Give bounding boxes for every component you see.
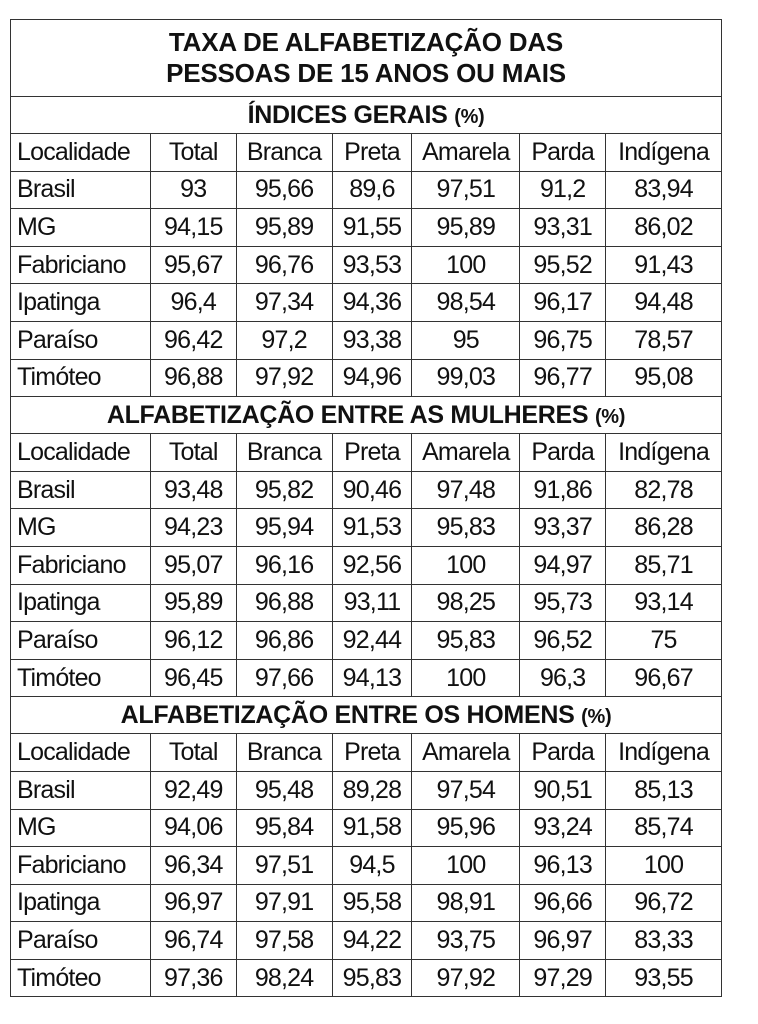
table-title-line-2: PESSOAS DE 15 ANOS OU MAIS — [166, 58, 566, 88]
locality-cell: Timóteo — [11, 359, 151, 397]
section-heading-text: ALFABETIZAÇÃO ENTRE OS HOMENS — [120, 700, 575, 729]
value-cell: 94,48 — [606, 284, 722, 322]
value-cell: 95,83 — [332, 959, 412, 997]
table-row — [11, 809, 722, 847]
value-cell: 96,52 — [520, 622, 606, 660]
value-cell: 95,48 — [236, 771, 332, 809]
value-cell: 92,49 — [150, 771, 236, 809]
value-cell: 96,76 — [236, 246, 332, 284]
value-cell: 94,15 — [150, 209, 236, 247]
locality-cell: MG — [11, 809, 151, 847]
value-cell: 100 — [412, 546, 520, 584]
value-cell: 96,77 — [520, 359, 606, 397]
table-row — [11, 546, 722, 584]
value-cell: 91,53 — [332, 509, 412, 547]
locality-cell: Timóteo — [11, 959, 151, 997]
value-cell: 95,84 — [236, 809, 332, 847]
column-header: Indígena — [606, 434, 722, 472]
value-cell: 95,52 — [520, 246, 606, 284]
locality-cell: Brasil — [11, 471, 151, 509]
value-cell: 96,12 — [150, 622, 236, 660]
column-header: Total — [150, 434, 236, 472]
section-heading-unit: (%) — [454, 105, 485, 128]
value-cell: 93,53 — [332, 246, 412, 284]
value-cell: 96,42 — [150, 321, 236, 359]
locality-cell: Paraíso — [11, 922, 151, 960]
column-header: Branca — [236, 734, 332, 772]
value-cell: 93,31 — [520, 209, 606, 247]
locality-cell: Timóteo — [11, 659, 151, 697]
value-cell: 92,56 — [332, 546, 412, 584]
value-cell: 98,25 — [412, 584, 520, 622]
section-heading-text: ÍNDICES GERAIS — [247, 100, 448, 129]
value-cell: 95,83 — [412, 509, 520, 547]
value-cell: 93 — [150, 171, 236, 209]
column-header: Preta — [332, 434, 412, 472]
value-cell: 95,08 — [606, 359, 722, 397]
value-cell: 93,14 — [606, 584, 722, 622]
value-cell: 97,34 — [236, 284, 332, 322]
value-cell: 94,23 — [150, 509, 236, 547]
value-cell: 96,75 — [520, 321, 606, 359]
value-cell: 95,96 — [412, 809, 520, 847]
value-cell: 95,94 — [236, 509, 332, 547]
table-row — [11, 321, 722, 359]
locality-cell: Ipatinga — [11, 284, 151, 322]
value-cell: 100 — [412, 246, 520, 284]
value-cell: 95,73 — [520, 584, 606, 622]
locality-cell: MG — [11, 509, 151, 547]
section-heading-unit: (%) — [594, 405, 626, 428]
value-cell: 86,02 — [606, 209, 722, 247]
value-cell: 94,06 — [150, 809, 236, 847]
value-cell: 95,67 — [150, 246, 236, 284]
value-cell: 93,37 — [520, 509, 606, 547]
locality-cell: Paraíso — [11, 321, 151, 359]
value-cell: 97,92 — [236, 359, 332, 397]
title-row — [11, 20, 722, 97]
value-cell: 97,36 — [150, 959, 236, 997]
column-header: Localidade — [11, 134, 151, 172]
value-cell: 95,89 — [150, 584, 236, 622]
column-header: Amarela — [412, 434, 520, 472]
value-cell: 100 — [412, 659, 520, 697]
value-cell: 93,48 — [150, 471, 236, 509]
table-row — [11, 659, 722, 697]
locality-cell: Fabriciano — [11, 246, 151, 284]
section-heading — [11, 97, 722, 134]
table-row — [11, 922, 722, 960]
value-cell: 94,96 — [332, 359, 412, 397]
section-heading-unit: (%) — [581, 705, 612, 728]
value-cell: 90,46 — [332, 471, 412, 509]
column-header: Localidade — [11, 734, 151, 772]
value-cell: 96,13 — [520, 847, 606, 885]
section-heading — [11, 397, 722, 434]
table-row — [11, 284, 722, 322]
value-cell: 75 — [606, 622, 722, 660]
value-cell: 82,78 — [606, 471, 722, 509]
column-header: Total — [150, 134, 236, 172]
column-header-row — [11, 134, 722, 172]
value-cell: 91,55 — [332, 209, 412, 247]
value-cell: 97,2 — [236, 321, 332, 359]
value-cell: 93,75 — [412, 922, 520, 960]
section-heading-row — [11, 697, 722, 734]
value-cell: 97,92 — [412, 959, 520, 997]
value-cell: 97,48 — [412, 471, 520, 509]
value-cell: 97,51 — [236, 847, 332, 885]
value-cell: 89,28 — [332, 771, 412, 809]
value-cell: 94,36 — [332, 284, 412, 322]
section-heading — [11, 697, 722, 734]
value-cell: 93,38 — [332, 321, 412, 359]
value-cell: 95,89 — [412, 209, 520, 247]
value-cell: 96,67 — [606, 659, 722, 697]
column-header: Parda — [520, 734, 606, 772]
table-row — [11, 584, 722, 622]
value-cell: 86,28 — [606, 509, 722, 547]
value-cell: 91,58 — [332, 809, 412, 847]
column-header: Indígena — [606, 134, 722, 172]
table-row — [11, 509, 722, 547]
table-row — [11, 771, 722, 809]
value-cell: 96,86 — [236, 622, 332, 660]
value-cell: 99,03 — [412, 359, 520, 397]
value-cell: 97,66 — [236, 659, 332, 697]
value-cell: 96,4 — [150, 284, 236, 322]
value-cell: 93,24 — [520, 809, 606, 847]
value-cell: 93,55 — [606, 959, 722, 997]
table-row — [11, 209, 722, 247]
column-header: Parda — [520, 134, 606, 172]
value-cell: 96,3 — [520, 659, 606, 697]
literacy-table — [10, 19, 722, 997]
value-cell: 98,24 — [236, 959, 332, 997]
table-row — [11, 471, 722, 509]
value-cell: 97,51 — [412, 171, 520, 209]
value-cell: 98,54 — [412, 284, 520, 322]
column-header: Total — [150, 734, 236, 772]
table-row — [11, 884, 722, 922]
value-cell: 96,72 — [606, 884, 722, 922]
section-heading-row — [11, 97, 722, 134]
table-row — [11, 359, 722, 397]
column-header: Preta — [332, 734, 412, 772]
table-row — [11, 959, 722, 997]
value-cell: 96,45 — [150, 659, 236, 697]
value-cell: 92,44 — [332, 622, 412, 660]
table-row — [11, 847, 722, 885]
table-title-line-1: TAXA DE ALFABETIZAÇÃO DAS — [168, 27, 564, 57]
value-cell: 91,43 — [606, 246, 722, 284]
value-cell: 95 — [412, 321, 520, 359]
table-row — [11, 622, 722, 660]
value-cell: 96,34 — [150, 847, 236, 885]
value-cell: 93,11 — [332, 584, 412, 622]
value-cell: 96,97 — [520, 922, 606, 960]
value-cell: 91,2 — [520, 171, 606, 209]
column-header: Branca — [236, 434, 332, 472]
value-cell: 94,5 — [332, 847, 412, 885]
value-cell: 85,13 — [606, 771, 722, 809]
value-cell: 97,29 — [520, 959, 606, 997]
table-title — [11, 20, 722, 97]
table-body — [11, 20, 722, 997]
value-cell: 83,33 — [606, 922, 722, 960]
value-cell: 95,89 — [236, 209, 332, 247]
section-heading-text: ALFABETIZAÇÃO ENTRE AS MULHERES — [106, 400, 589, 429]
column-header: Localidade — [11, 434, 151, 472]
value-cell: 94,97 — [520, 546, 606, 584]
value-cell: 96,74 — [150, 922, 236, 960]
column-header: Amarela — [412, 734, 520, 772]
locality-cell: MG — [11, 209, 151, 247]
value-cell: 94,22 — [332, 922, 412, 960]
table-row — [11, 246, 722, 284]
column-header: Amarela — [412, 134, 520, 172]
value-cell: 91,86 — [520, 471, 606, 509]
value-cell: 95,82 — [236, 471, 332, 509]
column-header: Branca — [236, 134, 332, 172]
locality-cell: Ipatinga — [11, 584, 151, 622]
section-heading-row — [11, 397, 722, 434]
value-cell: 97,54 — [412, 771, 520, 809]
column-header-row — [11, 734, 722, 772]
value-cell: 83,94 — [606, 171, 722, 209]
value-cell: 89,6 — [332, 171, 412, 209]
value-cell: 94,13 — [332, 659, 412, 697]
value-cell: 85,71 — [606, 546, 722, 584]
locality-cell: Brasil — [11, 771, 151, 809]
value-cell: 95,66 — [236, 171, 332, 209]
value-cell: 97,91 — [236, 884, 332, 922]
value-cell: 96,97 — [150, 884, 236, 922]
locality-cell: Fabriciano — [11, 546, 151, 584]
value-cell: 95,83 — [412, 622, 520, 660]
column-header: Preta — [332, 134, 412, 172]
value-cell: 95,58 — [332, 884, 412, 922]
value-cell: 96,16 — [236, 546, 332, 584]
value-cell: 85,74 — [606, 809, 722, 847]
table-row — [11, 171, 722, 209]
value-cell: 78,57 — [606, 321, 722, 359]
locality-cell: Ipatinga — [11, 884, 151, 922]
locality-cell: Fabriciano — [11, 847, 151, 885]
column-header-row — [11, 434, 722, 472]
value-cell: 96,88 — [150, 359, 236, 397]
column-header: Parda — [520, 434, 606, 472]
value-cell: 96,88 — [236, 584, 332, 622]
value-cell: 100 — [412, 847, 520, 885]
value-cell: 90,51 — [520, 771, 606, 809]
value-cell: 98,91 — [412, 884, 520, 922]
locality-cell: Brasil — [11, 171, 151, 209]
value-cell: 95,07 — [150, 546, 236, 584]
value-cell: 100 — [606, 847, 722, 885]
column-header: Indígena — [606, 734, 722, 772]
locality-cell: Paraíso — [11, 622, 151, 660]
value-cell: 96,17 — [520, 284, 606, 322]
value-cell: 97,58 — [236, 922, 332, 960]
value-cell: 96,66 — [520, 884, 606, 922]
